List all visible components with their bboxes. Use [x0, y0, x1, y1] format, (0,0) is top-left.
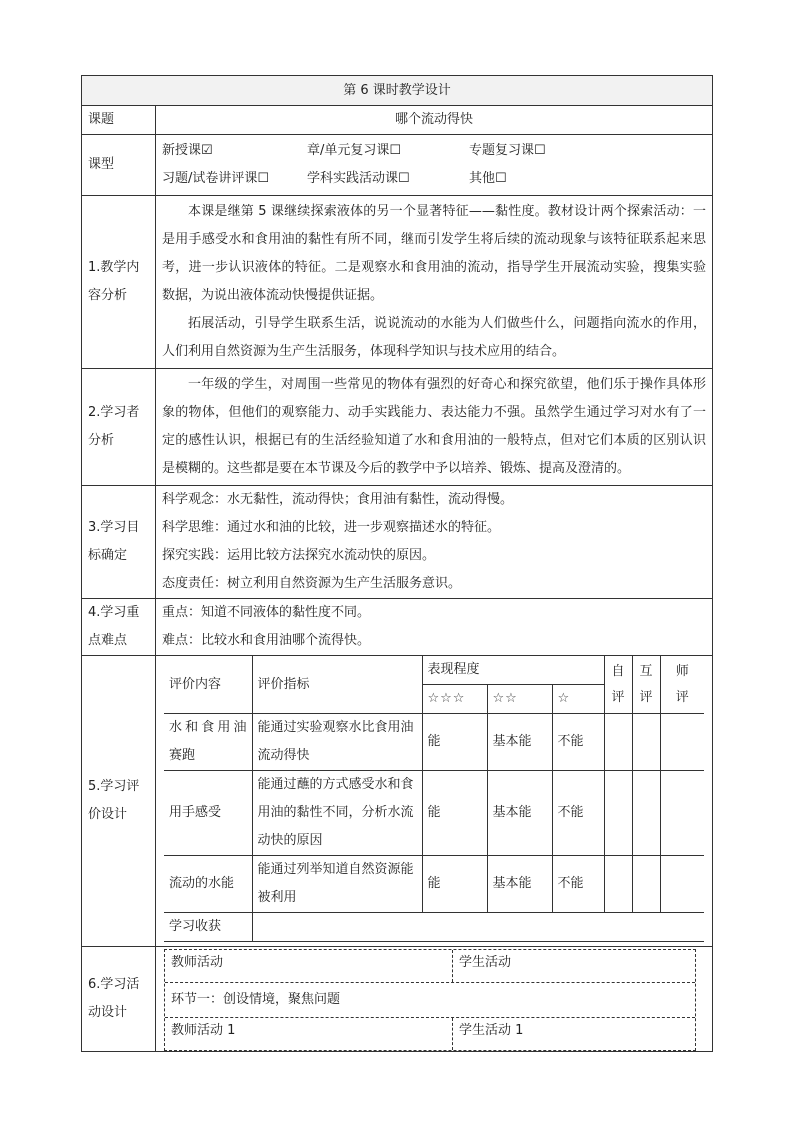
- eval-header-self-char: 自: [611, 663, 625, 679]
- harvest-label: 学习收获: [164, 913, 252, 942]
- course-type-option[interactable]: [307, 165, 469, 193]
- checkbox-icon[interactable]: ☐: [495, 171, 507, 186]
- harvest-row: [164, 913, 704, 942]
- eval-header-level: 表现程度: [422, 656, 604, 685]
- eval-content: 流动的水能: [164, 856, 252, 913]
- activity-row: [82, 947, 713, 1052]
- course-type-option[interactable]: [469, 137, 706, 165]
- eval-peer-cell[interactable]: [632, 771, 660, 856]
- eval-content: 用手感受: [164, 771, 252, 856]
- evaluation-row-item: [164, 856, 704, 913]
- eval-header-teacher-char: 师: [675, 663, 689, 679]
- key-points-label: 4.学习重点难点: [82, 599, 156, 656]
- option-label: 新授课: [162, 143, 202, 158]
- eval-header-content: 评价内容: [164, 656, 252, 714]
- eval-header-peer-char: 互: [639, 663, 653, 679]
- objective-item: 科学思维：通过水和油的比较，进一步观察描述水的特征。: [162, 520, 501, 535]
- eval-indicator: 能通过实验观察水比食用油流动得快: [252, 714, 422, 771]
- three-star-icon: ☆☆☆: [422, 685, 487, 714]
- lesson-plan-page: [81, 75, 713, 1052]
- eval-teacher-cell[interactable]: [660, 714, 704, 771]
- eval-level-2: 基本能: [487, 714, 552, 771]
- checkbox-checked-icon[interactable]: ☑: [201, 143, 213, 158]
- course-type-option[interactable]: [162, 137, 307, 165]
- course-type-option[interactable]: [307, 137, 469, 165]
- checkbox-icon[interactable]: ☐: [534, 143, 546, 158]
- lesson-plan-table: [81, 75, 713, 1052]
- course-type-options: [162, 137, 706, 193]
- objectives-row: [82, 486, 713, 599]
- activity-box: [164, 949, 696, 1051]
- activity-section-row: [165, 983, 695, 1018]
- eval-indicator: 能通过蘸的方式感受水和食用油的黏性不同，分析水流动快的原因: [252, 771, 422, 856]
- eval-level-2: 基本能: [487, 856, 552, 913]
- key-points-row: [82, 599, 713, 656]
- objective-item: 态度责任：树立利用自然资源为生产生活服务意识。: [162, 576, 462, 591]
- eval-level-1: 不能: [552, 771, 604, 856]
- course-type-row: [82, 135, 713, 196]
- key-point-item: 重点：知道不同液体的黏性度不同。: [162, 605, 371, 620]
- eval-level-3: 能: [422, 771, 487, 856]
- eval-header-peer-char: 评: [639, 689, 653, 705]
- content-analysis-row: [82, 196, 713, 369]
- activity-step-row: [165, 1018, 695, 1050]
- eval-header-peer: [632, 656, 660, 714]
- eval-self-cell[interactable]: [604, 714, 632, 771]
- two-star-icon: ☆☆: [487, 685, 552, 714]
- evaluation-label: 5.学习评价设计: [82, 656, 156, 947]
- teacher-activity-1: 教师活动 1: [165, 1018, 453, 1050]
- activity-section-title: 环节一：创设情境，聚焦问题: [171, 992, 341, 1007]
- learner-analysis-label: 2.学习者分析: [82, 369, 156, 486]
- harvest-input[interactable]: [252, 913, 704, 942]
- eval-self-cell[interactable]: [604, 771, 632, 856]
- eval-level-2: 基本能: [487, 771, 552, 856]
- learner-analysis-paragraph: 一年级的学生，对周围一些常见的物体有强烈的好奇心和探究欲望，他们乐于操作具体形象的物体，但他们的观察能力、动手实践能力、表达能力不强。虽然学生通过学习对水有了一定的感性认识，根据已有的生活经验知道了水和食用油的一般特点，但对它们本质的区别认识是模糊的。这些都是要在本节课及今后的教学中予以培养、锻炼、提高及澄清的。: [162, 377, 706, 476]
- eval-teacher-cell[interactable]: [660, 856, 704, 913]
- course-type-label: 课型: [82, 135, 156, 196]
- eval-level-3: 能: [422, 856, 487, 913]
- topic-row: [82, 106, 713, 135]
- content-analysis-paragraph: 本课是继第 5 课继续探索液体的另一个显著特征——黏性度。教材设计两个探索活动：一是用手感受水和食用油的黏性有所不同，继而引发学生将后续的流动现象与该特征联系起来思考，进一步认识液体的特征。二是观察水和食用油的流动，指导学生开展流动实验，搜集实验数据，为说出液体流动快慢提供证据。: [162, 204, 706, 303]
- checkbox-icon[interactable]: ☐: [389, 143, 402, 158]
- eval-header-teacher-char: 评: [675, 689, 689, 705]
- eval-header-self: [604, 656, 632, 714]
- evaluation-row-item: [164, 771, 704, 856]
- activity-label: 6.学习活动设计: [82, 947, 156, 1052]
- eval-peer-cell[interactable]: [632, 714, 660, 771]
- objectives-label: 3.学习目标确定: [82, 486, 156, 599]
- checkbox-icon[interactable]: ☐: [257, 171, 270, 186]
- eval-teacher-cell[interactable]: [660, 771, 704, 856]
- eval-level-1: 不能: [552, 714, 604, 771]
- eval-indicator: 能通过列举知道自然资源能被利用: [252, 856, 422, 913]
- eval-peer-cell[interactable]: [632, 856, 660, 913]
- key-point-item: 难点：比较水和食用油哪个流得快。: [162, 633, 371, 648]
- course-type-option[interactable]: [469, 165, 706, 193]
- topic-value: 哪个流动得快: [156, 106, 713, 135]
- page-title: 第 6 课时教学设计: [82, 76, 713, 106]
- title-row: [82, 76, 713, 106]
- option-label: 其他: [469, 171, 496, 186]
- objective-item: 探究实践：运用比较方法探究水流动快的原因。: [162, 548, 436, 563]
- option-label: 学科实践活动课: [307, 171, 399, 186]
- option-label: 习题/试卷讲评课: [162, 171, 258, 186]
- option-label: 专题复习课: [469, 143, 535, 158]
- option-label: 章/单元复习课: [307, 143, 390, 158]
- teacher-activity-header: 教师活动: [165, 950, 453, 982]
- evaluation-header-row: [164, 656, 704, 685]
- eval-level-1: 不能: [552, 856, 604, 913]
- learner-analysis-row: [82, 369, 713, 486]
- content-analysis-paragraph: 拓展活动，引导学生联系生活，说说流动的水能为人们做些什么，问题指向流水的作用，人们利用自然资源为生产生活服务，体现科学知识与技术应用的结合。: [162, 316, 706, 359]
- student-activity-1: 学生活动 1: [459, 1023, 524, 1038]
- eval-content: 水和食用油赛跑: [164, 714, 252, 771]
- eval-header-self-char: 评: [611, 689, 625, 705]
- topic-label: 课题: [82, 106, 156, 135]
- one-star-icon: ☆: [552, 685, 604, 714]
- eval-self-cell[interactable]: [604, 856, 632, 913]
- objective-item: 科学观念：水无黏性，流动得快；食用油有黏性，流动得慢。: [162, 492, 514, 507]
- eval-header-indicator: 评价指标: [252, 656, 422, 714]
- course-type-option[interactable]: [162, 165, 307, 193]
- student-activity-header: 学生活动: [459, 955, 512, 970]
- eval-level-3: 能: [422, 714, 487, 771]
- evaluation-table: [164, 656, 704, 942]
- activity-header-row: [165, 950, 695, 983]
- content-analysis-label: 1.教学内容分析: [82, 196, 156, 369]
- evaluation-row: [82, 656, 713, 947]
- eval-header-teacher: [660, 656, 704, 714]
- evaluation-row-item: [164, 714, 704, 771]
- checkbox-icon[interactable]: ☐: [398, 171, 410, 186]
